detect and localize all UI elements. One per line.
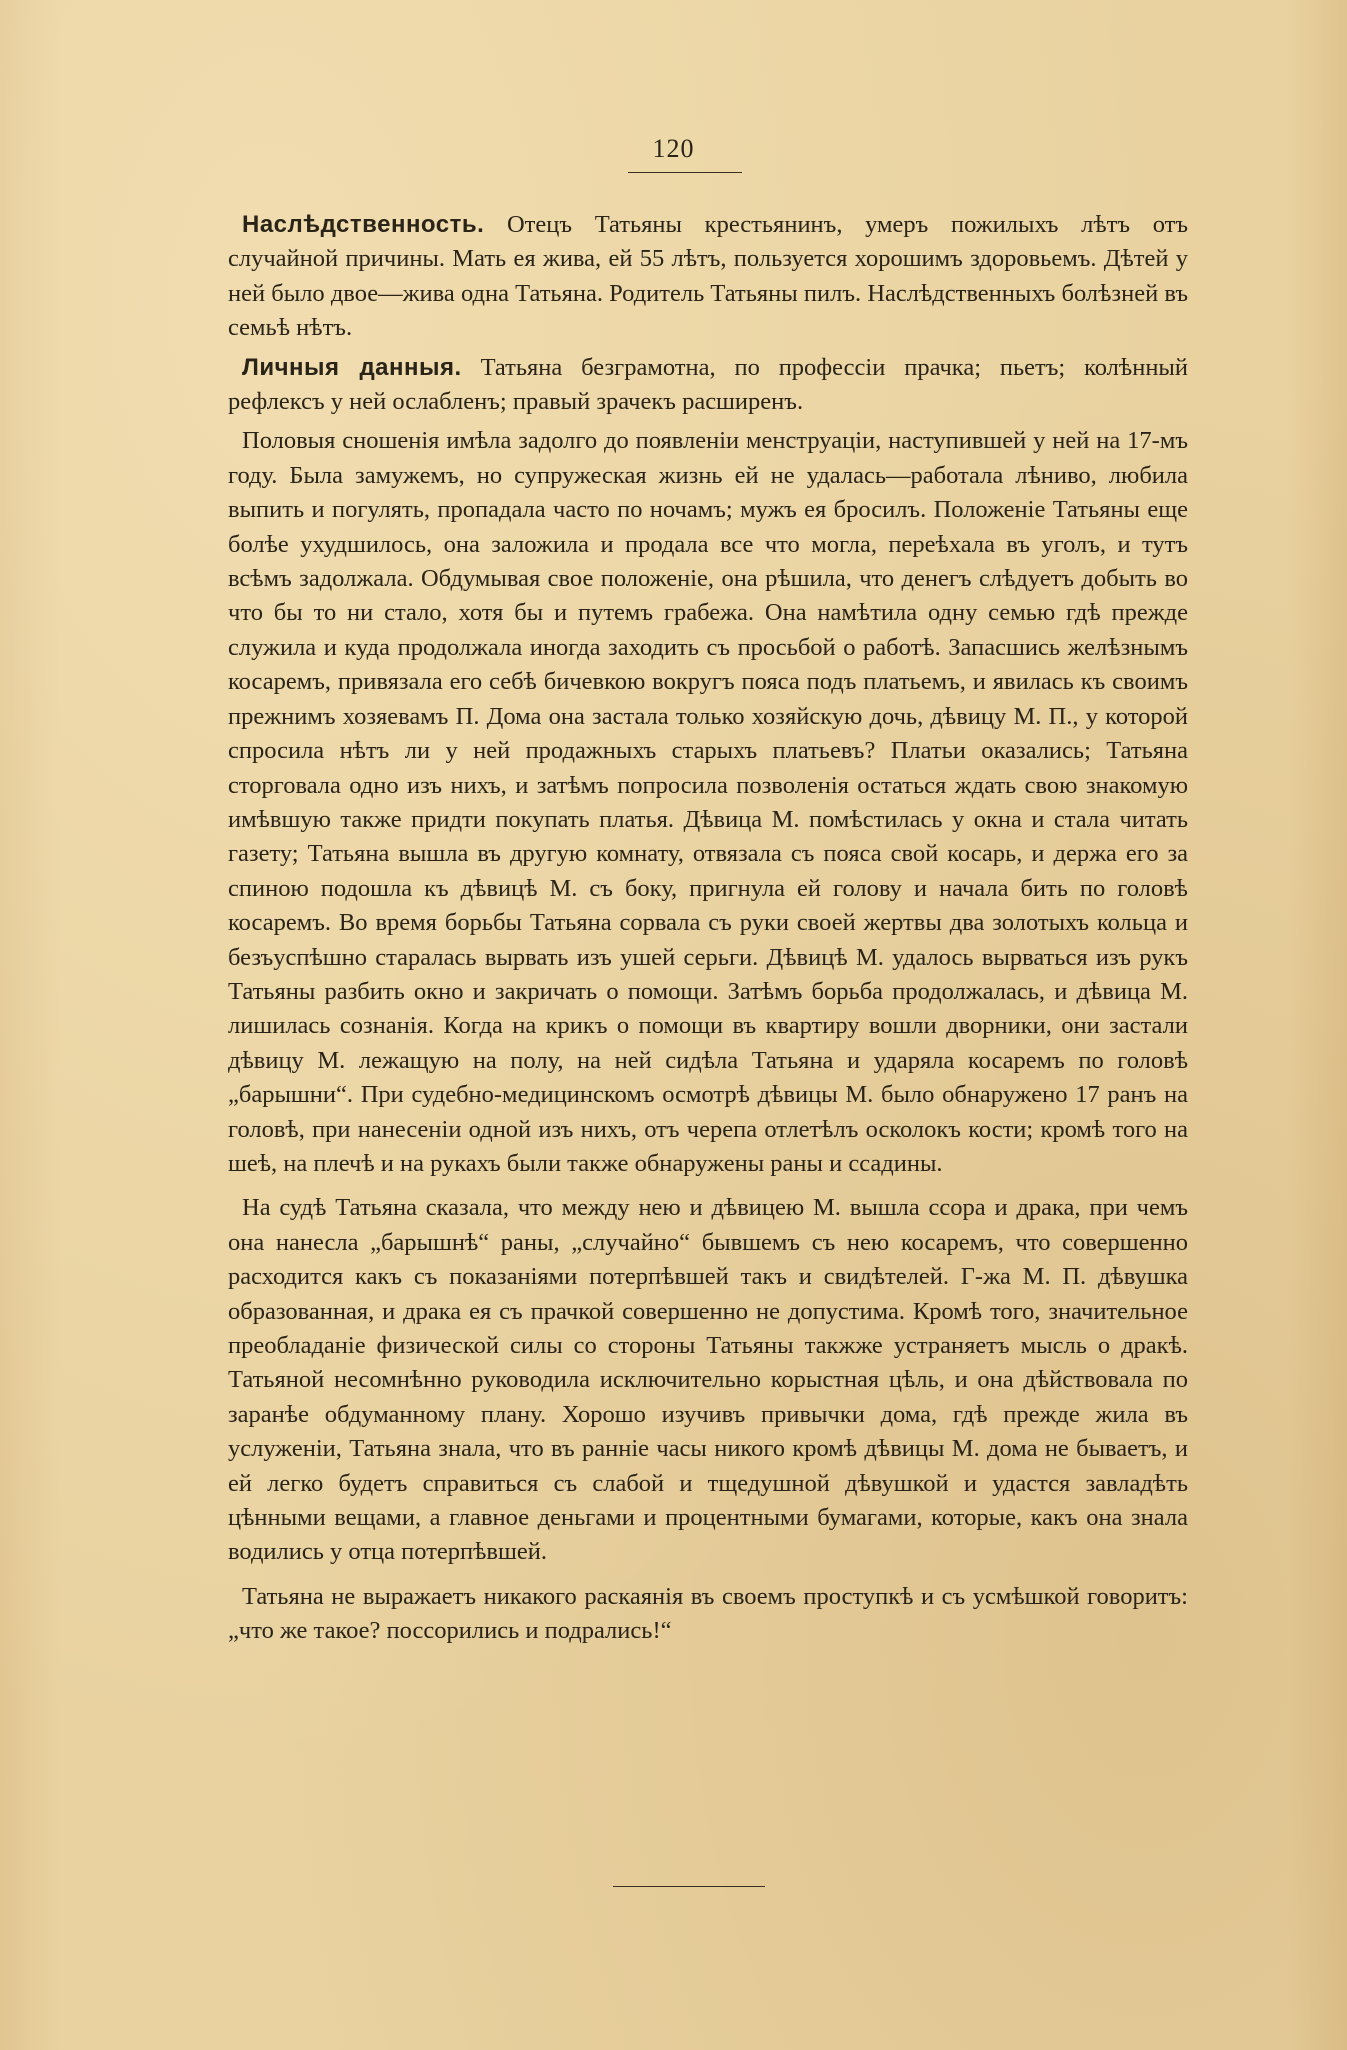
paragraph-history bbox=[228, 424, 1188, 1181]
heading-heredity: Наслѣдственность. bbox=[242, 211, 485, 238]
paragraph-heredity bbox=[228, 208, 1188, 346]
paragraph-trial bbox=[228, 1191, 1188, 1569]
paragraph-text: Отецъ Татьяны крестьянинъ, умеръ пожилыхъ лѣтъ отъ случайной причины. Мать ея жива, ей 55 лѣтъ, пользуется хорошимъ здоровьемъ. Дѣтей у ней было двое—жива одна Татьяна. Родитель Татьяны пилъ. Наслѣдственныхъ болѣзней въ семьѣ нѣтъ. bbox=[228, 211, 1188, 342]
header-rule bbox=[628, 172, 742, 173]
paragraph-conclusion bbox=[228, 1580, 1188, 1649]
paragraph-text: Половыя сношенія имѣла задолго до появленіи менструаціи, наступившей у ней на 17-мъ году. Была замужемъ, но супружеская жизнь ей не удалась—работала лѣниво, любила выпить и погулять, пропадала часто по ночамъ; мужъ ея бросилъ. Положеніе Татьяны еще болѣе ухудшилось, она заложила и продала все что могла, переѣхала въ уголъ, и тутъ всѣмъ задолжала. Обдумывая свое положеніе, она рѣшила, что денегъ слѣдуетъ добыть во что бы то ни стало, хотя бы и путемъ грабежа. Она намѣтила одну семью гдѣ прежде служила и куда продолжала иногда заходить съ просьбой о работѣ. Запасшись желѣзнымъ косаремъ, привязала его себѣ бичевкою вокругъ пояса подъ платьемъ, и явилась къ своимъ прежнимъ хозяевамъ П. Дома она застала только хозяйскую дочь, дѣвицу М. П., у которой спросила нѣтъ ли у ней продажныхъ старыхъ платьевъ? Платьи оказались; Татьяна сторговала одно изъ нихъ, и затѣмъ попросила позволенія остаться ждать свою знакомую имѣвшую также придти покупать платья. Дѣвица М. помѣстилась у окна и стала читать газету; Татьяна вышла въ другую комнату, отвязала съ пояса свой косарь, и держа его за спиною подошла къ дѣвицѣ М. съ боку, пригнула ей голову и начала бить по головѣ косаремъ. Во время борьбы Татьяна сорвала съ руки своей жертвы два золотыхъ кольца и безъуспѣшно старалась вырвать изъ ушей серьги. Дѣвицѣ М. удалось вырваться изъ рукъ Татьяны разбить окно и закричать о помощи. Затѣмъ борьба продолжалась, и дѣвица М. лишилась сознанія. Когда на крикъ о помощи въ квартиру вошли дворники, они застали дѣвицу М. лежащую на полу, на ней сидѣла Татьяна и ударяла косаремъ по головѣ „барышни“. При судебно-медицинскомъ осмотрѣ дѣвицы М. было обнаружено 17 ранъ на головѣ, при нанесеніи одной изъ нихъ, отъ черепа отлетѣлъ осколокъ кости; кромѣ того на шеѣ, на плечѣ и на рукахъ были также обнаружены раны и ссадины. bbox=[228, 427, 1188, 1177]
paragraph-text: Татьяна безграмотна, по профессіи прачка; пьетъ; колѣнный рефлексъ у ней ослабленъ; правый зрачекъ расширенъ. bbox=[228, 353, 1188, 416]
paragraph-text: На судѣ Татьяна сказала, что между нею и дѣвицею М. вышла ссора и драка, при чемъ она нанесла „барышнѣ“ раны, „случайно“ бывшемъ съ нею косаремъ, что совершенно расходится какъ съ показаніями потерпѣвшей такъ и свидѣтелей. Г-жа М. П. дѣвушка образованная, и драка ея съ прачкой совершенно не допустима. Кромѣ того, значительное преобладаніе физической силы со стороны Татьяны такжже устраняетъ мысль о дракѣ. Татьяной несомнѣнно руководила исключительно корыстная цѣль, и она дѣйствовала по заранѣе обдуманному плану. Хорошо изучивъ привычки дома, гдѣ прежде жила въ услуженіи, Татьяна знала, что въ ранніе часы никого кромѣ дѣвицы М. дома не бываетъ, и ей легко будетъ справиться съ слабой и тщедушной дѣвушкой и удастся завладѣть цѣнными вещами, а главное деньгами и процентными бумагами, которые, какъ она знала водились у отца потерпѣвшей. bbox=[228, 1194, 1188, 1566]
paragraph-personal-data bbox=[228, 351, 1188, 420]
heading-personal-data: Личныя данныя. bbox=[242, 353, 462, 381]
paragraph-text: Татьяна не выражаетъ никакого раскаянія въ своемъ проступкѣ и съ усмѣшкой говоритъ: „что же такое? поссорились и подрались!“ bbox=[228, 1582, 1188, 1645]
footer-rule bbox=[613, 1886, 765, 1887]
body-text bbox=[228, 208, 1188, 1649]
page-number: 120 bbox=[652, 134, 695, 163]
